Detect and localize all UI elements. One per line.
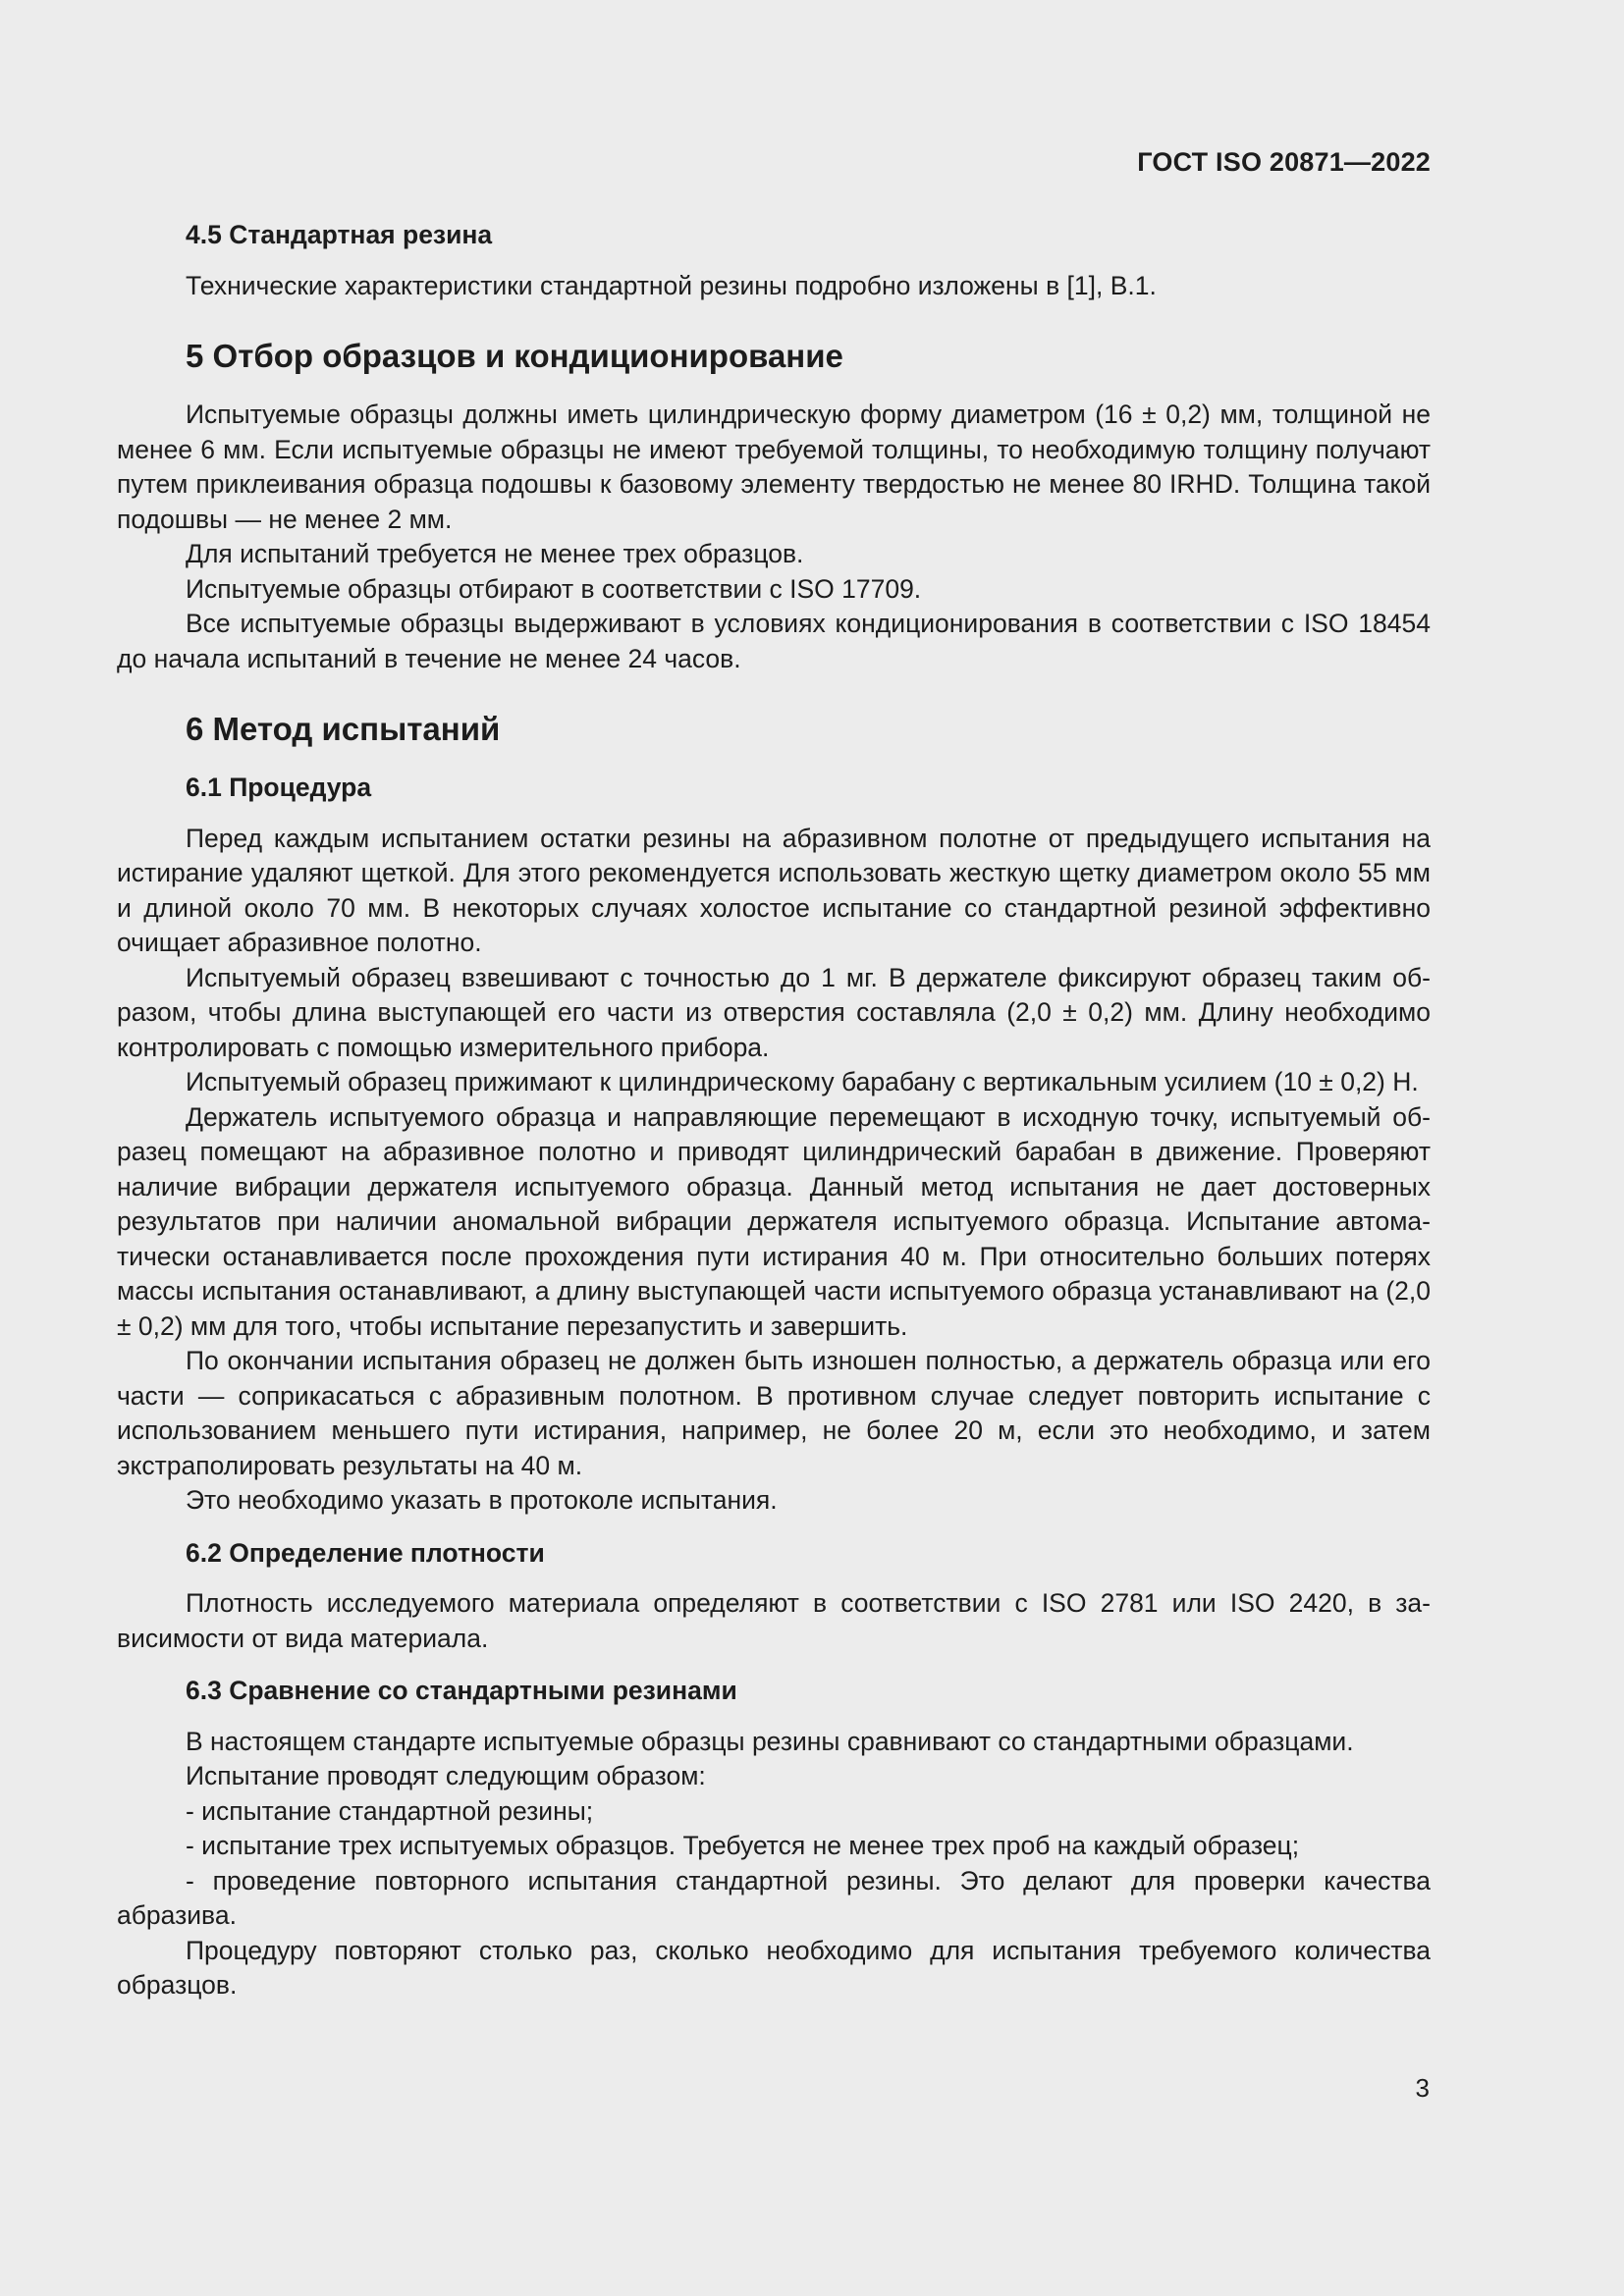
document-id-header: ГОСТ ISO 20871—2022 <box>1137 147 1431 177</box>
section-6-1-paragraph-4: Держатель испытуемого образца и направляющие перемещают в исходную точку, испытуемый образец помещают на абразивное полотно и приводят цилиндрический барабан в движение. Проверяют наличие вибрации держателя испытуемого образца. Данный метод испытания не дает достоверных результатов при наличии аномальной вибрации держателя испытуемого образца. Испытание автоматически останавливается после прохождения пути истирания 40 м. При относительно больших потерях массы испытания останавливают, а длину выступающей части испытуемого образца устанавливают на (2,0 ± 0,2) мм для того, чтобы испытание перезапустить и завершить. <box>117 1101 1431 1341</box>
section-5-paragraph-1: Испытуемые образцы должны иметь цилиндрическую форму диаметром (16 ± 0,2) мм, толщиной не менее 6 мм. Если испытуемые образцы не имеют требуемой толщины, то необходимую толщину получают путем приклеивания образца подошвы к базовому элементу твердостью не менее 80 IRHD. Толщина такой подошвы — не менее 2 мм. <box>117 400 1431 534</box>
section-6-heading: 6 Метод испытаний <box>186 711 501 747</box>
section-6-3-list-item-3: - проведение повторного испытания стандартной резины. Это делают для проверки качества абразива. <box>117 1865 1431 1930</box>
page-number: 3 <box>1415 2073 1430 2103</box>
section-6-1-paragraph-2: Испытуемый образец взвешивают с точностью до 1 мг. В держателе фиксируют образец таким образом, чтобы длина выступающей его части из отверстия составляла (2,0 ± 0,2) мм. Длину необходимо контролировать с помощью измерительного прибора. <box>117 962 1431 1062</box>
section-6-3-paragraph-2: Испытание проводят следующим образом: <box>186 1761 706 1790</box>
section-4-5-heading: 4.5 Стандартная резина <box>186 220 493 249</box>
section-6-2-heading: 6.2 Определение плотности <box>186 1537 545 1568</box>
section-6-3-heading: 6.3 Сравнение со стандартными резинами <box>186 1676 737 1705</box>
section-4-5-paragraph: Технические характеристики стандартной резины подробно изложены в [1], В.1. <box>186 270 1157 300</box>
section-6-1-heading: 6.1 Процедура <box>186 773 372 802</box>
section-5-heading: 5 Отбор образцов и кондиционирование <box>186 338 843 374</box>
section-6-1-paragraph-3: Испытуемый образец прижимают к цилиндрическому барабану с вертикальным усилием (10 ± 0,2) Н. <box>186 1067 1419 1096</box>
section-6-1-paragraph-6: Это необходимо указать в протоколе испытания. <box>186 1485 778 1515</box>
section-6-2-paragraph: Плотность исследуемого материала определяют в соответствии с ISO 2781 или ISO 2420, в зависимости от вида материала. <box>117 1588 1431 1653</box>
section-6-1-paragraph-1: Перед каждым испытанием остатки резины на абразивном полотне от предыдущего испытания на истирание удаляют щеткой. Для этого рекомендуется использовать жесткую щетку диаметром около 55 мм и длиной около 70 мм. В некоторых случаях холостое испытание со стандартной резиной эффективно очищает абразивное полотно. <box>117 823 1431 957</box>
section-5-paragraph-3: Испытуемые образцы отбирают в соответствии с ISO 17709. <box>186 573 922 604</box>
section-6-3-list-item-2: - испытание трех испытуемых образцов. Требуется не менее трех проб на каждый образец; <box>186 1831 1300 1860</box>
document-body <box>117 218 1431 2003</box>
section-6-1-paragraph-5: По окончании испытания образец не должен быть изношен полностью, а держатель образца или его части — соприкасаться с абразивным полотном. В противном случае следует повторить испытание с использованием меньшего пути истирания, например, не более 20 м, если это необходимо, и затем экстраполировать результаты на 40 м. <box>117 1346 1431 1480</box>
section-6-3-list-item-1: - испытание стандартной резины; <box>186 1795 594 1826</box>
section-6-3-paragraph-1: В настоящем стандарте испытуемые образцы резины сравнивают со стандартными образцами. <box>186 1726 1354 1756</box>
section-6-3-paragraph-3: Процедуру повторяют столько раз, сколько необходимо для испытания требуемого количества образцов. <box>117 1935 1431 2000</box>
section-5-paragraph-4: Все испытуемые образцы выдерживают в условиях кондиционирования в соответствии с ISO 18454 до начала испытаний в течение не менее 24 часов. <box>117 609 1431 673</box>
section-5-paragraph-2: Для испытаний требуется не менее трех образцов. <box>186 539 804 568</box>
